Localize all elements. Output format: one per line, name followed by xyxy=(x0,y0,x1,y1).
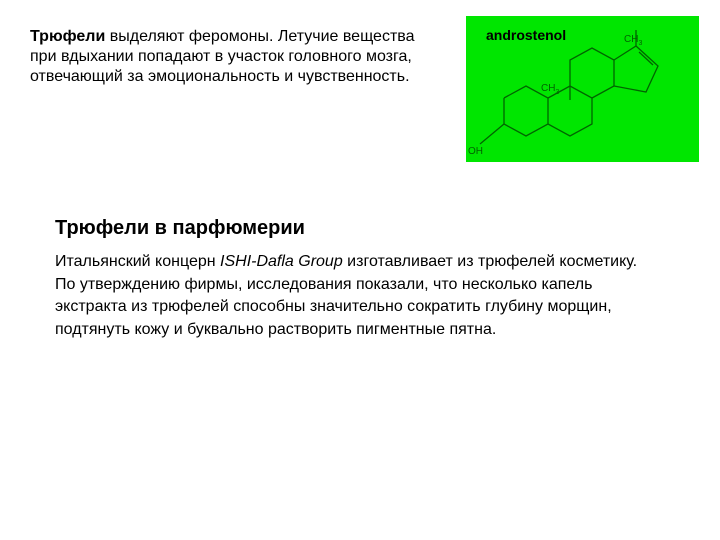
paragraph-after: изготавливает из трюфелей косметику. По утверждению фирмы, исследования показали, что несколько капель экстракта из трюфелей способны значительно сократить глубину морщин, подтянуть кожу и буквально растворить пигментные пятна. xyxy=(55,253,638,338)
intro-paragraph xyxy=(30,27,430,87)
structural-formula xyxy=(466,16,699,162)
methyl-top-label: $CH_3$ xyxy=(624,34,643,47)
section-paragraph xyxy=(55,251,655,341)
paragraph-before: Итальянский концерн xyxy=(55,253,221,270)
androstenol-structure-figure xyxy=(466,16,699,162)
molecule-title: androstenol xyxy=(486,27,567,43)
intro-text: выделяют феромоны. Летучие вещества при вдыхании попадают в участок головного мозга, отвечающий за эмоциональность и чувственность. xyxy=(30,28,415,85)
ring-bonds xyxy=(480,30,658,144)
section-heading: Трюфели в парфюмерии xyxy=(55,217,305,239)
company-name: ISHI-Dafla Group xyxy=(220,253,343,270)
intro-lead-bold: Трюфели xyxy=(30,28,106,45)
methyl-mid-label: $CH_3$ xyxy=(541,83,560,96)
hydroxyl-label: OH xyxy=(468,146,483,157)
